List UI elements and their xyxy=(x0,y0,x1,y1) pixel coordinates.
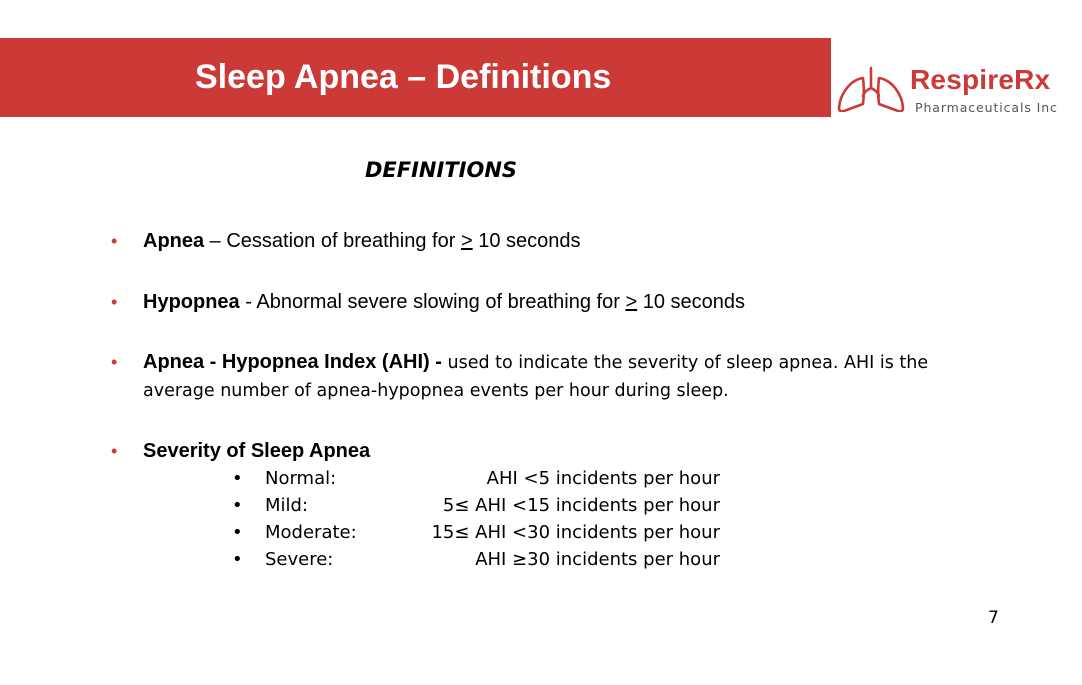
bullet-dot-icon: • xyxy=(111,441,118,461)
severity-row xyxy=(232,468,732,495)
severity-range: 5≤ AHI <15 incidents per hour xyxy=(442,495,720,516)
severity-row xyxy=(232,495,732,522)
bullet-dot-icon: • xyxy=(111,231,118,251)
definition-text: – Cessation of breathing for xyxy=(204,230,461,252)
company-logo xyxy=(836,64,1080,116)
sub-bullet-icon: • xyxy=(232,549,243,570)
severity-row xyxy=(232,522,732,549)
bullet-dot-icon: • xyxy=(111,352,118,372)
term-label: Severity of Sleep Apnea xyxy=(143,440,371,462)
definition-text: - Abnormal severe slowing of breathing for xyxy=(239,291,626,313)
sub-bullet-icon: • xyxy=(232,468,243,489)
definition-text: 10 seconds xyxy=(472,230,581,252)
lungs-icon xyxy=(836,66,906,112)
bullet-content xyxy=(143,438,1003,464)
definition-text: 10 seconds xyxy=(637,291,745,313)
bullet-content xyxy=(143,228,1003,254)
severity-row xyxy=(232,549,732,576)
bullet-dot-icon: • xyxy=(111,292,118,312)
severity-range: 15≤ AHI <30 incidents per hour xyxy=(431,522,720,543)
sub-bullet-icon: • xyxy=(232,495,243,516)
greater-equal-symbol: > xyxy=(460,230,473,252)
severity-label: Severe: xyxy=(265,549,334,570)
term-label: Apnea xyxy=(143,230,205,252)
greater-equal-symbol: > xyxy=(625,291,638,313)
severity-label: Normal: xyxy=(265,468,337,489)
sub-bullet-icon: • xyxy=(232,522,243,543)
severity-list xyxy=(232,468,732,576)
severity-label: Mild: xyxy=(265,495,309,516)
severity-range: AHI <5 incidents per hour xyxy=(486,468,720,489)
bullet-content xyxy=(143,289,1003,315)
slide-title: Sleep Apnea – Definitions xyxy=(195,58,612,96)
severity-range: AHI ≥30 incidents per hour xyxy=(475,549,720,570)
logo-name: RespireRx xyxy=(910,64,1051,95)
definition-text: used to indicate the severity of sleep apnea. AHI is the average number of apnea-hypopnea events per hour during sleep. xyxy=(143,353,929,401)
term-label: Hypopnea xyxy=(143,291,240,313)
logo-tagline: Pharmaceuticals Inc xyxy=(915,100,1058,115)
page-number: 7 xyxy=(988,608,999,628)
term-separator: - xyxy=(429,351,448,373)
bullet-content xyxy=(143,349,1003,405)
severity-label: Moderate: xyxy=(265,522,357,543)
term-label: Apnea - Hypopnea Index (AHI) xyxy=(143,351,430,373)
definitions-heading: DEFINITIONS xyxy=(365,158,518,182)
